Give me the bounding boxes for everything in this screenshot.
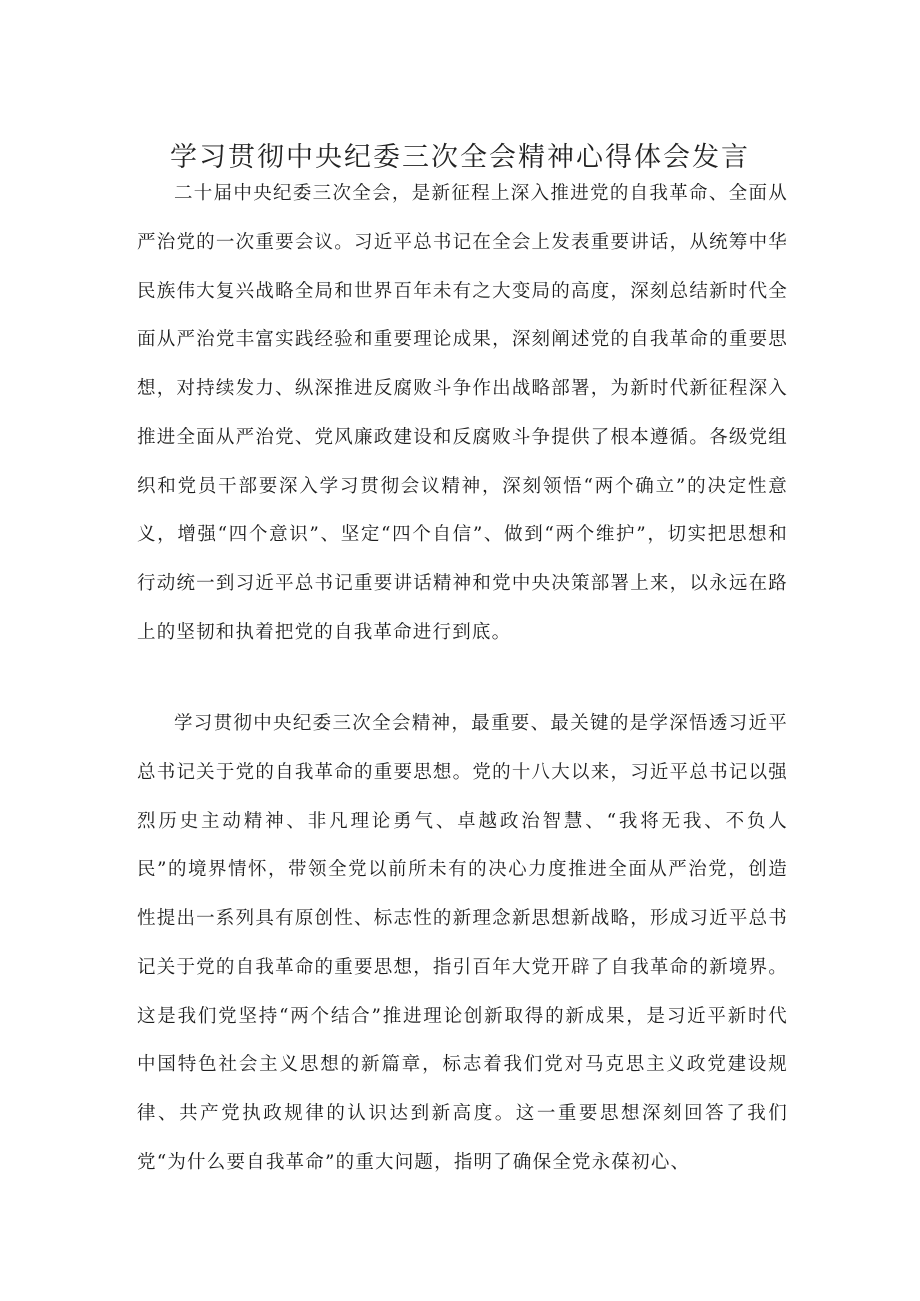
paragraph-2: 学习贯彻中央纪委三次全会精神，最重要、最关键的是学深悟透习近平总书记关于党的自我革命的重要思想。党的十八大以来，习近平总书记以强烈历史主动精神、非凡理论勇气、卓越政治智慧、“我将无我、不负人民”的境界情怀，带领全党以前所未有的决心力度推进全面从严治党，创造性提出一系列具有原创性、标志性的新理念新思想新战略，形成习近平总书记关于党的自我革命的重要思想，指引百年大党开辟了自我革命的新境界。这是我们党坚持“两个结合”推进理论创新取得的新成果，是习近平新时代中国特色社会主义思想的新篇章，标志着我们党对马克思主义政党建设规律、共产党执政规律的认识达到新高度。这一重要思想深刻回答了我们党“为什么要自我革命”的重大问题，指明了确保全党永葆初心、: [137, 713, 788, 1173]
document-title: 学习贯彻中央纪委三次全会精神心得体会发言: [170, 142, 750, 173]
paragraph-1: 二十届中央纪委三次全会，是新征程上深入推进党的自我革命、全面从严治党的一次重要会议。习近平总书记在全会上发表重要讲话，从统筹中华民族伟大复兴战略全局和世界百年未有之大变局的高度，深刻总结新时代全面从严治党丰富实践经验和重要理论成果，深刻阐述党的自我革命的重要思想，对持续发力、纵深推进反腐败斗争作出战略部署，为新时代新征程深入推进全面从严治党、党风廉政建设和反腐败斗争提供了根本遵循。各级党组织和党员干部要深入学习贯彻会议精神，深刻领悟“两个确立”的决定性意义，增强“四个意识”、坚定“四个自信”、做到“两个维护”，切实把思想和行动统一到习近平总书记重要讲话精神和党中央决策部署上来，以永远在路上的坚韧和执着把党的自我革命进行到底。: [137, 183, 788, 643]
